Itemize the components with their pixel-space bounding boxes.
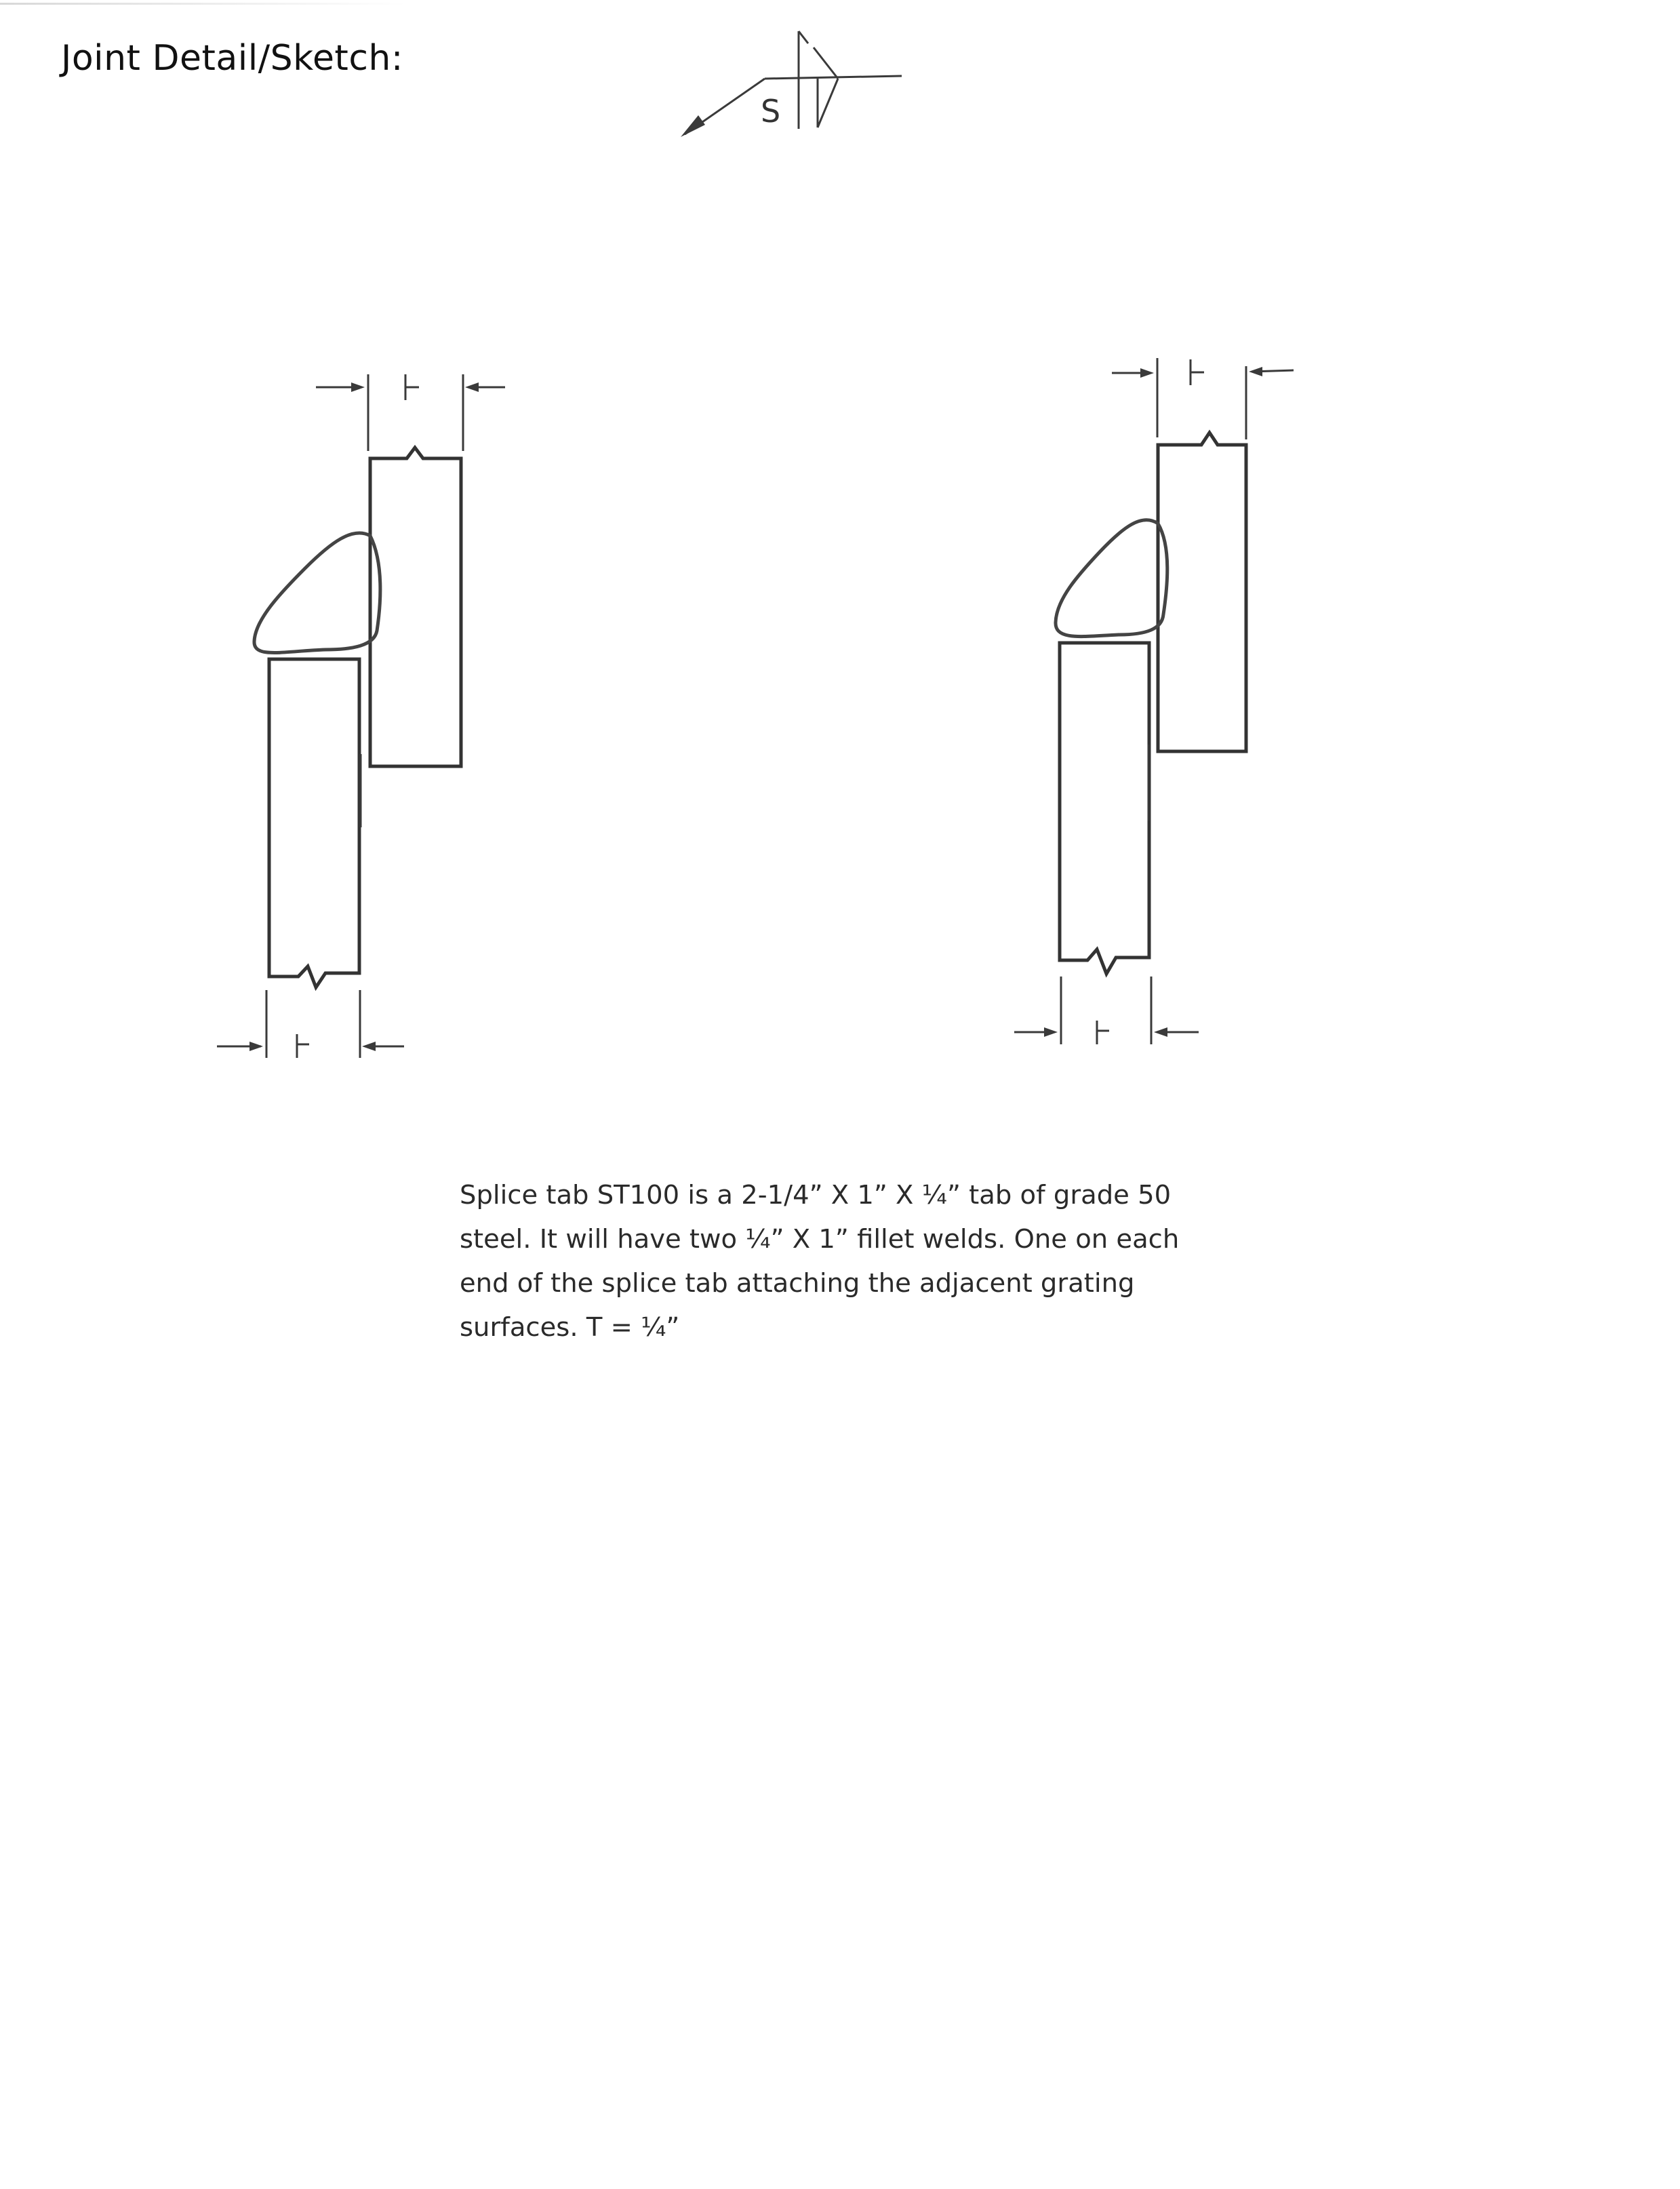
- right-fillet-weld: [1056, 520, 1167, 637]
- weld-symbol-fillet-upper: [814, 47, 838, 79]
- weld-symbol-text: S: [761, 93, 781, 130]
- weld-symbol-reference-line: [765, 76, 902, 79]
- weld-symbol: [681, 31, 902, 137]
- note-line: end of the splice tab attaching the adjacent grating: [460, 1268, 1135, 1299]
- note-line: surfaces. T = ¼”: [460, 1312, 680, 1343]
- weld-symbol-arrowhead: [681, 115, 705, 137]
- weld-symbol-fillet-lower: [818, 79, 838, 127]
- left-joint: [217, 374, 505, 1058]
- right-top-dimension: [1112, 358, 1294, 439]
- left-fillet-weld: [254, 533, 380, 653]
- splice-tab-note: [460, 1173, 1205, 1349]
- left-top-dimension: [316, 374, 505, 451]
- right-upper-bar: [1158, 433, 1246, 751]
- left-upper-bar: [370, 448, 461, 766]
- left-bottom-dimension: [217, 990, 404, 1058]
- left-lower-bar: [269, 659, 359, 987]
- page-title: Joint Detail/Sketch:: [61, 38, 403, 79]
- right-bottom-dimension: [1014, 977, 1199, 1044]
- right-lower-bar: [1060, 643, 1149, 974]
- weld-symbol-flag: [799, 31, 808, 43]
- note-line: steel. It will have two ¼” X 1” fillet welds. One on each: [460, 1224, 1180, 1255]
- right-joint: [1014, 358, 1294, 1044]
- note-line: Splice tab ST100 is a 2-1/4” X 1” X ¼” tab of grade 50: [460, 1180, 1172, 1210]
